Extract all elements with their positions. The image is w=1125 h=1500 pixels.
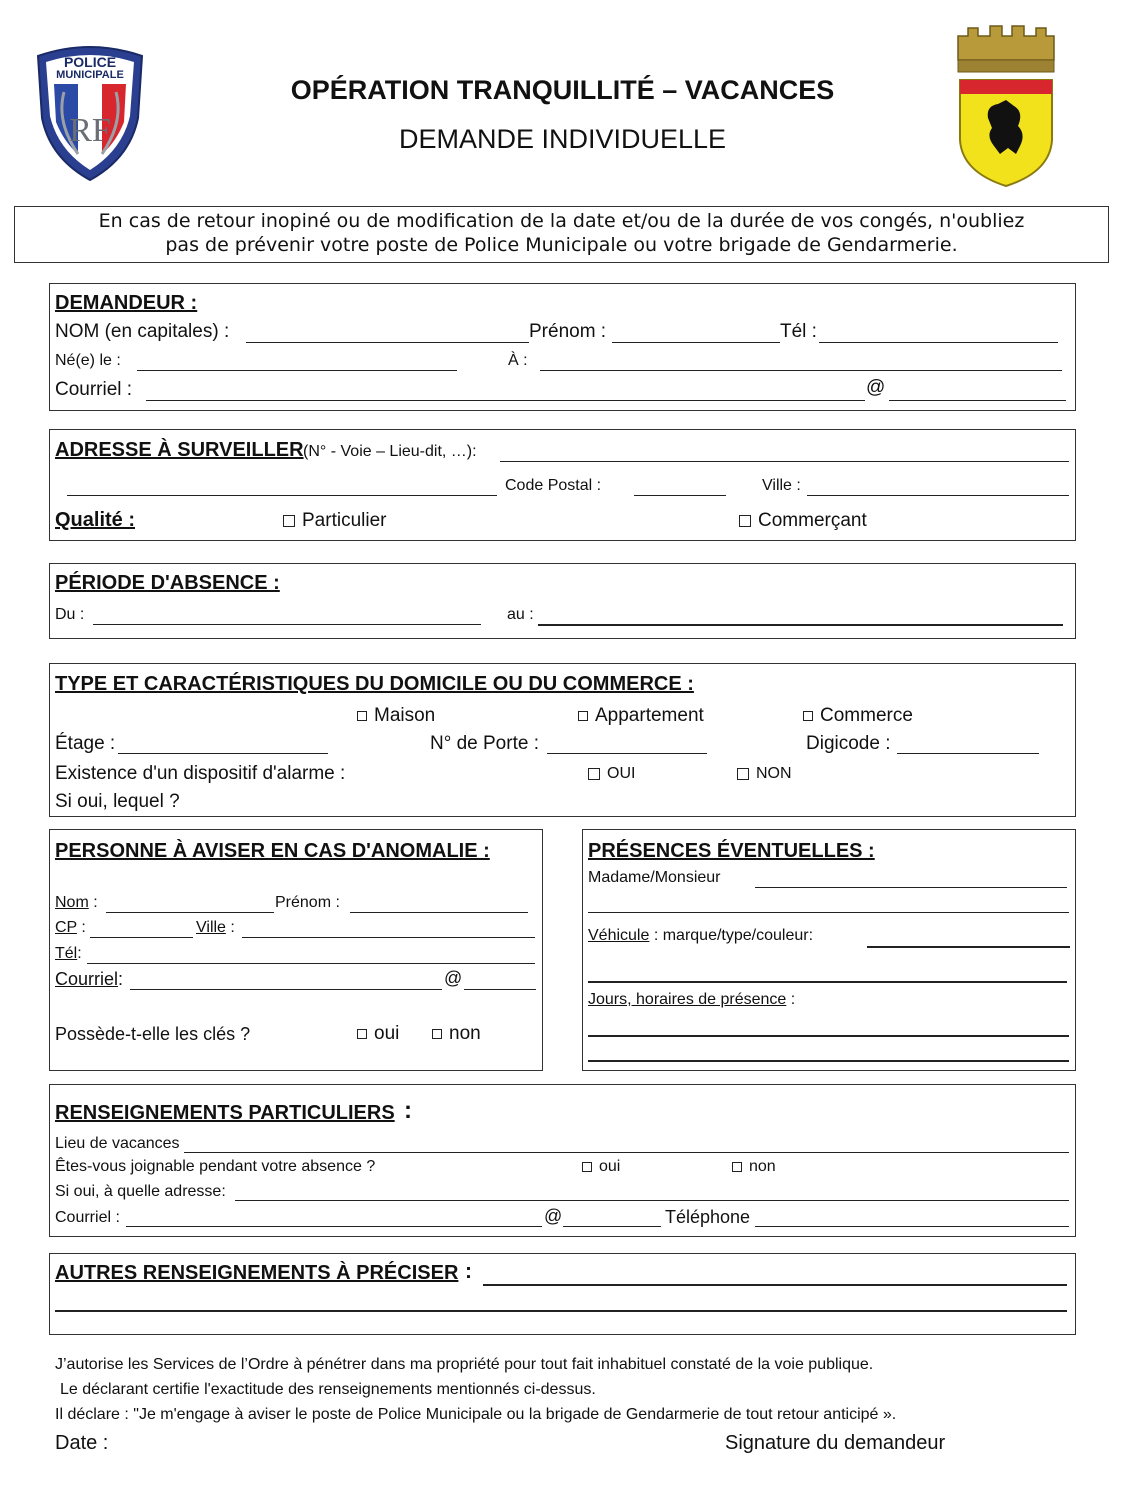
personne-ville-label: Ville : [196,919,235,936]
lieu-vacances-field[interactable] [184,1152,1069,1153]
vehicule-rest: : marque/type/couleur: [649,927,814,944]
qualite-commercant[interactable] [739,510,867,532]
commerce-label: Commerce [820,705,913,726]
digicode-field[interactable] [897,753,1039,754]
tel-label: Tél : [780,321,817,342]
du-field[interactable] [93,624,481,625]
checkbox-maison[interactable] [357,711,367,721]
personne-courriel-at: @ [444,968,463,988]
cles-non[interactable] [432,1023,481,1045]
footer-line-3: Il déclare : "Je m'engage à aviser le poste de Police Municipale ou la brigade de Gendarmerie de tout retour anticipé ». [55,1406,897,1423]
presences-field-2[interactable] [588,912,1069,913]
personne-tel-text: Tél [55,945,78,962]
etage-label: Étage : [55,733,116,754]
adresse-hint: (N° - Voie – Lieu-dit, …): [303,443,477,460]
cles-label: Possède-t-elle les clés ? [55,1024,251,1044]
courriel-label: Courriel : [55,379,133,400]
adresse-heading: ADRESSE À SURVEILLER [55,439,304,461]
jours-field-2[interactable] [588,1060,1069,1062]
ville-field[interactable] [807,495,1069,496]
notice-box [14,206,1109,263]
personne-nom-label: Nom : [55,894,98,911]
cles-oui-label: oui [374,1023,400,1044]
personne-prenom-field[interactable] [350,912,528,913]
personne-cp-text: CP [55,919,77,936]
checkbox-cles-non[interactable] [432,1029,442,1039]
autres-field-1[interactable] [483,1284,1067,1286]
jours-colon: : [786,991,796,1008]
joignable-label: Êtes-vous joignable pendant votre absence ? [55,1158,376,1175]
alarme-non[interactable] [737,765,792,783]
opt-maison[interactable] [357,705,435,727]
courriel-domain-field[interactable] [889,400,1066,401]
joignable-non[interactable] [732,1158,776,1176]
personne-cp-label: CP : [55,919,86,936]
prenom-label: Prénom : [529,321,607,342]
jours-label [588,991,795,1009]
demandeur-heading: DEMANDEUR : [55,292,198,314]
date-label: Date : [55,1432,109,1454]
personne-courriel-domain-field[interactable] [464,989,536,990]
footer-line-2: Le déclarant certifie l'exactitude des renseignements mentionnés ci-dessus. [60,1381,596,1398]
signature-label: Signature du demandeur [725,1432,946,1454]
courriel-field[interactable] [146,400,865,401]
checkbox-joignable-oui[interactable] [582,1162,592,1172]
tel-field[interactable] [819,342,1058,343]
checkbox-commercant[interactable] [739,515,751,527]
personne-tel-field[interactable] [87,963,535,964]
personne-courriel-text: Courriel [55,969,119,989]
adresse-field-2[interactable] [67,495,497,496]
maison-label: Maison [374,705,436,726]
ne-le-label: Né(e) le : [55,352,121,369]
checkbox-commerce[interactable] [803,711,813,721]
adresse-vacances-field[interactable] [235,1200,1069,1201]
porte-field[interactable] [547,753,707,754]
vehicule-label [588,927,813,945]
qualite-particulier[interactable] [283,510,386,532]
vacances-courriel-at: @ [544,1206,563,1226]
alarme-label: Existence d'un dispositif d'alarme : [55,763,346,784]
vehicule-field[interactable] [867,946,1070,948]
vehicule-field-2[interactable] [588,981,1067,983]
adresse-field-1[interactable] [500,461,1069,462]
logo-text-rf: RF [69,112,111,149]
personne-nom-text: Nom [55,894,89,911]
du-label: Du : [55,606,85,623]
adresse-vacances-label: Si oui, à quelle adresse: [55,1183,226,1200]
prenom-field[interactable] [612,342,780,343]
appartement-label: Appartement [595,705,704,726]
madame-field[interactable] [755,887,1067,888]
page-subtitle: DEMANDE INDIVIDUELLE [398,124,727,154]
vacances-telephone-field[interactable] [755,1226,1069,1227]
checkbox-particulier[interactable] [283,515,295,527]
qualite-label: Qualité : [55,509,136,531]
madame-label: Madame/Monsieur [588,869,721,886]
renseignements-heading: RENSEIGNEMENTS PARTICULIERS [55,1102,395,1124]
digicode-label: Digicode : [806,733,891,754]
jours-field-1[interactable] [588,1035,1069,1037]
footer-line-1: J’autorise les Services de l’Ordre à pénétrer dans ma propriété pour tout fait inhabituel constaté de la voie publique. [55,1356,874,1373]
checkbox-appartement[interactable] [578,711,588,721]
alarme-oui-label: OUI [607,765,636,782]
vacances-courriel-domain-field[interactable] [563,1226,661,1227]
vacances-courriel-label: Courriel : [55,1209,120,1226]
checkbox-cles-oui[interactable] [357,1029,367,1039]
personne-courriel-field[interactable] [130,989,442,990]
type-heading: TYPE ET CARACTÉRISTIQUES DU DOMICILE OU DU COMMERCE : [55,673,694,695]
notice-line-2: pas de prévenir votre poste de Police Municipale ou votre brigade de Gendarmerie. [165,234,958,256]
page-title: OPÉRATION TRANQUILLITÉ – VACANCES [290,75,835,105]
cles-oui[interactable] [357,1023,399,1045]
porte-label: N° de Porte : [430,733,539,754]
periode-heading: PÉRIODE D'ABSENCE : [55,572,280,594]
lieu-naissance-field[interactable] [540,370,1062,371]
checkbox-joignable-non[interactable] [732,1162,742,1172]
opt-appartement[interactable] [578,705,704,727]
vacances-courriel-field[interactable] [126,1226,542,1227]
code-postal-label: Code Postal : [505,477,602,494]
autres-colon: : [465,1260,472,1283]
renseignements-colon: : [404,1097,412,1124]
code-postal-field[interactable] [634,495,726,496]
personne-cp-field[interactable] [90,937,193,938]
lieu-naissance-label: À : [508,352,528,369]
ne-le-field[interactable] [137,370,457,371]
vehicule-text: Véhicule [588,927,650,944]
courriel-at: @ [866,377,886,398]
alarme-oui[interactable] [588,765,635,783]
lieu-vacances-label: Lieu de vacances [55,1135,180,1152]
joignable-non-label: non [749,1158,776,1175]
joignable-oui-label: oui [599,1158,621,1175]
jours-text: Jours, horaires de présence [588,991,787,1008]
logo-text-municipale: MUNICIPALE [56,69,124,81]
personne-courriel-label: Courriel: [55,969,124,989]
police-municipale-logo [34,42,146,182]
au-label: au : [507,606,534,623]
commercant-label: Commerçant [758,510,867,531]
nom-label: NOM (en capitales) : [55,321,230,342]
coat-of-arms-logo [950,22,1062,190]
personne-tel-label: Tél: [55,945,82,962]
autres-heading: AUTRES RENSEIGNEMENTS À PRÉCISER [55,1262,459,1284]
logo-text-police: POLICE [63,54,117,70]
etage-field[interactable] [118,753,328,754]
cles-non-label: non [449,1023,481,1044]
opt-commerce[interactable] [803,705,913,727]
au-field[interactable] [538,624,1063,626]
checkbox-alarme-non[interactable] [737,768,749,780]
personne-nom-field[interactable] [106,912,274,913]
checkbox-alarme-oui[interactable] [588,768,600,780]
notice-line-1: En cas de retour inopiné ou de modification de la date et/ou de la durée de vos congés, n'oubliez [98,210,1025,232]
personne-ville-field[interactable] [242,937,535,938]
particulier-label: Particulier [302,510,387,531]
personne-heading: PERSONNE À AVISER EN CAS D'ANOMALIE : [55,840,490,862]
lequel-label: Si oui, lequel ? [55,791,180,812]
nom-field[interactable] [246,342,529,343]
autres-field-2[interactable] [55,1310,1067,1312]
personne-ville-text: Ville [196,919,226,936]
section-demandeur [49,283,1076,411]
ville-label: Ville : [762,477,801,494]
alarme-non-label: NON [756,765,792,782]
vacances-telephone-label: Téléphone [665,1207,751,1227]
personne-prenom-label: Prénom : [275,894,340,911]
presences-heading: PRÉSENCES ÉVENTUELLES : [588,840,875,862]
joignable-oui[interactable] [582,1158,620,1176]
